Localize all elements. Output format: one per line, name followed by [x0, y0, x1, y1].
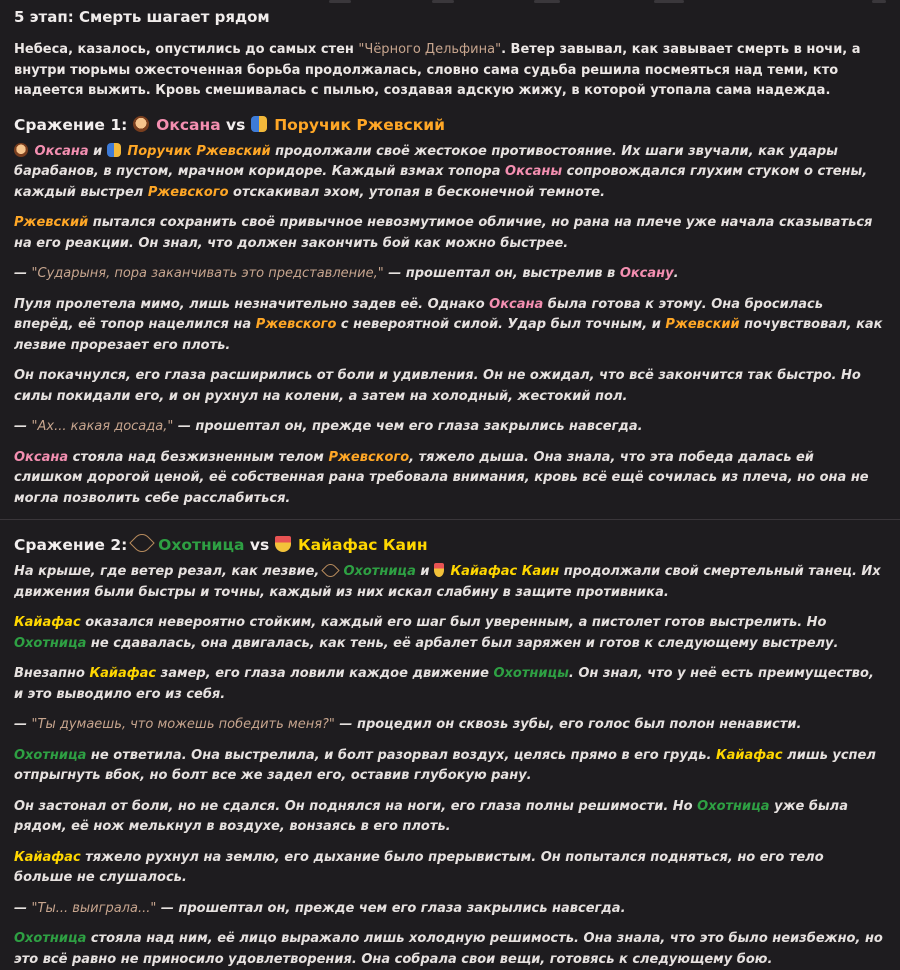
battle-1-paragraph: Оксана и Поручик Ржевский продолжали своё жестокое противостояние. Их шаги звучали, как удары барабанов, в пустом, мрачном коридоре. Каждый взмах топора Оксаны сопровождался глухим стуком о стены, каждый выстрел Ржевского отскакивал эхом, утопая в бесконечной темноте. — [14, 143, 868, 200]
battle-1-heading: Сражение 1: Оксана vs Поручик Ржевский — [14, 115, 445, 134]
toolbar-edge — [14, 0, 886, 4]
battle-2-paragraph: — "Ты думаешь, что можешь победить меня?" — процедил он сквозь зубы, его голос был полон ненависти. — [14, 717, 802, 732]
battle-2-paragraph: Охотница не ответила. Она выстрелила, и болт разорвал воздух, целясь прямо в его грудь. Кайафас лишь успел отпрыгнуть вбок, но болт все же задел его, оставив глубокую рану. — [14, 747, 876, 783]
fighter-oksana: Оксана — [156, 115, 221, 134]
battle-1-paragraph: — "Сударыня, пора заканчивать это представление," — прошептал он, выстрелив в Оксану. — [14, 266, 679, 281]
battle-1-paragraph: Оксана стояла над безжизненным телом Ржевского, тяжело дыша. Она знала, что эта победа далась ей слишком дорогой ценой, её собственная рана требовала внимания, кровь всё ещё сочилась из плеча, но она не могла позволить себе расслабиться. — [14, 449, 869, 506]
battle-2-paragraph: — "Ты... выиграла..." — прошептал он, прежде чем его глаза закрылись навсегда. — [14, 900, 626, 916]
fighter-rzhevsky: Поручик Ржевский — [274, 115, 445, 134]
intro-paragraph: Небеса, казалось, опустились до самых стен "Чёрного Дельфина". Ветер завывал, как завывает смерть в ночи, а внутри тюрьмы ожесточенная борьба продолжалась, словно сама судьба решила посмеяться над теми, кто надеется выжить. Кровь смешивалась с пылью, создавая адскую жижу, в которой утопала сама надежда. — [14, 42, 861, 98]
battle-1-paragraph: Ржевский пытался сохранить своё привычное невозмутимое обличие, но рана на плече уже начала сказываться на его реакции. Он знал, что должен закончить бой как можно быстрее. — [14, 215, 873, 251]
section-divider — [0, 519, 900, 520]
battle-2-paragraph: Охотница стояла над ним, её лицо выражало лишь холодную решимость. Она знала, что это было неизбежно, но это всё равно не приносило удовлетворения. Она собрала свои вещи, готовясь к следующему бою. — [14, 931, 883, 967]
fighter-hunter: Охотница — [158, 536, 245, 554]
battle-1-paragraph: Пуля пролетела мимо, лишь незначительно задев её. Однако Оксана была готова к этому. Она бросилась вперёд, её топор нацелился на Ржевского с невероятной силой. Удар был точным, и Ржевский почувствовал, как лезвие прорезает его плоть. — [14, 296, 883, 353]
battle-1-paragraph: Он покачнулся, его глаза расширились от боли и удивления. Он не ожидал, что всё закончится так быстро. Но силы покидали его, и он рухнул на колени, а затем на холодный, жестокий пол. — [14, 368, 861, 404]
medal-icon — [275, 536, 291, 552]
battle-2-paragraph: Он застонал от боли, но не сдался. Он поднялся на ноги, его глаза полны решимости. Но Охотница уже была рядом, её нож мелькнул в воздухе, вонзаясь в его плоть. — [14, 798, 848, 834]
battle-2-paragraph: На крыше, где ветер резал, как лезвие, Охотница и Кайафас Каин продолжали свой смертельный танец. Их движения были быстры и точны, каждый из них искал слабину в защите противника. — [14, 562, 886, 603]
woman-emoji-icon — [133, 116, 149, 132]
theater-mask-icon — [251, 116, 267, 132]
battle-2-heading: Сражение 2: Охотница vs Кайафас Каин — [14, 534, 886, 554]
woman-emoji-icon — [14, 143, 28, 157]
medal-icon — [434, 563, 444, 577]
battle-2-paragraph: Кайафас оказался невероятно стойким, каждый его шаг был уверенным, а пистолет готов выстрелить. Но Охотница не сдавалась, она двигалась, как тень, её арбалет был заряжен и готов к следующему выстрелу. — [14, 615, 839, 651]
battle-2-paragraph: Кайафас тяжело рухнул на землю, его дыхание было прерывистым. Он попытался подняться, но его тело больше не слушалось. — [14, 849, 824, 885]
prison-name: "Чёрного Дельфина" — [358, 42, 502, 57]
fighter-kaiafas: Кайафас Каин — [298, 536, 428, 554]
battle-2-paragraph: Внезапно Кайафас замер, его глаза ловили каждое движение Охотницы. Он знал, что у неё есть преимущество, и это выводило его из себя. — [14, 666, 874, 702]
stage-title: 5 этап: Смерть шагает рядом — [14, 8, 270, 26]
battle-1-paragraph: — "Ах... какая досада," — прошептал он, прежде чем его глаза закрылись навсегда. — [14, 419, 643, 434]
theater-mask-icon — [107, 143, 121, 157]
